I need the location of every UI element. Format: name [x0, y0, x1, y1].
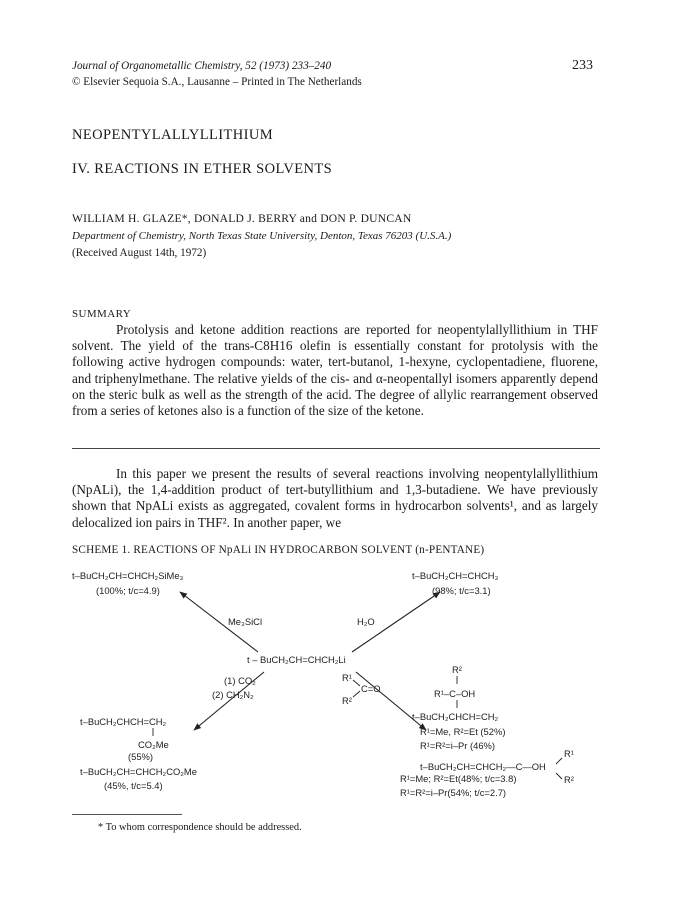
scheme-center-compound: t – BuCH₂CH=CHCH₂Li: [247, 654, 346, 665]
scheme-ketone-r1: R¹: [342, 672, 352, 683]
paper-title: NEOPENTYLALLYLLITHIUM: [72, 127, 274, 143]
scheme-left-product2: t–BuCH₂CH=CHCH₂CO₂Me: [80, 766, 197, 777]
scheme-right-yield1: R¹=Me, R²=Et (52%): [420, 726, 506, 737]
scheme-left-product1-substituent: CO₂Me: [138, 739, 169, 750]
scheme-ketone-r2: R²: [342, 695, 352, 706]
paper-subtitle: IV. REACTIONS IN ETHER SOLVENTS: [72, 161, 333, 177]
bond-r1-a: [353, 680, 360, 686]
scheme-left-product1-yield: (55%): [128, 751, 154, 762]
scheme-right-product2-r2: R²: [564, 774, 574, 785]
footnote-rule: [72, 814, 182, 815]
scheme-right-yield3: R¹=Me; R²=Et(48%; t/c=3.8): [400, 773, 517, 784]
copyright-line: © Elsevier Sequoia S.A., Lausanne – Printed in The Netherlands: [72, 76, 362, 88]
footnote: * To whom correspondence should be addressed.: [98, 822, 302, 833]
bond-r2-b: [556, 773, 562, 779]
scheme-reagent-co2: (1) CO₂: [224, 675, 256, 686]
page-number: 233: [572, 58, 593, 73]
bond-r1-b: [556, 758, 562, 764]
scheme-ketone-carbonyl: C=O: [361, 683, 381, 694]
scheme-caption: SCHEME 1. REACTIONS OF NpALi IN HYDROCARBON SOLVENT (n-PENTANE): [72, 544, 485, 556]
scheme-right-product2: t–BuCH₂CH=CHCH₂—C—OH: [420, 761, 546, 772]
journal-citation: Journal of Organometallic Chemistry, 52 (1973) 233–240: [72, 60, 332, 72]
scheme-top-right-product: t–BuCH₂CH=CHCH₃: [412, 570, 499, 581]
scheme-right-product2-r1: R¹: [564, 748, 574, 759]
scheme-right-product-chain: t–BuCH₂CHCH=CH₂: [412, 711, 499, 722]
scheme-top-right-yield: (98%; t/c=3.1): [432, 585, 491, 596]
scheme-reagent-me3sicl: Me₃SiCl: [228, 616, 263, 627]
scheme-reagent-h2o: H₂O: [357, 616, 375, 627]
bond-r2-a: [353, 691, 360, 697]
scheme-left-product2-yield: (45%, t/c=5.4): [104, 780, 163, 791]
received-date: (Received August 14th, 1972): [72, 247, 207, 259]
scheme-top-left-product: t–BuCH₂CH=CHCH₂SiMe₃: [72, 570, 184, 581]
scheme-right-yield2: R¹=R²=i–Pr (46%): [420, 740, 496, 751]
scheme-top-left-yield: (100%; t/c=4.9): [96, 585, 160, 596]
intro-text: In this paper we present the results of several reactions involving neopentylallyllithium (NpALi), the 1,4-addition product of tert-butyllithium and 1,3-butadiene. We have previously shown that NpALi exists as aggregated, covalent forms in hydrocarbon solvents¹, and as largely delocalized ion pairs in THF². In another paper, we: [72, 466, 598, 530]
scheme-right-product-alcohol: R¹–C–OH: [434, 688, 476, 699]
affiliation: Department of Chemistry, North Texas State University, Denton, Texas 76203 (U.S.A.): [72, 230, 452, 242]
summary-heading: SUMMARY: [72, 308, 132, 320]
scheme-right-yield4: R¹=R²=i–Pr(54%; t/c=2.7): [400, 787, 507, 798]
summary-text: Protolysis and ketone addition reactions are reported for neopentylallyllithium in THF solvent. The yield of the trans-C8H16 olefin is essentially constant for protolysis with the following active hydrogen compounds: water, tert-butanol, 1-hexyne, cyclopentadiene, fluorene, and triphenylmethane. The relative yields of the cis- and α-neopentallyl isomers apparently depend on the steric bulk as well as the strength of the acid. The degree of allylic rearrangement observed from a series of ketones also is a function of the size of the ketone.: [72, 322, 598, 419]
scheme-reagent-ch2n2: (2) CH₂N₂: [212, 689, 254, 700]
author-list: WILLIAM H. GLAZE*, DONALD J. BERRY and DON P. DUNCAN: [72, 212, 412, 225]
scheme-left-product1: t–BuCH₂CHCH=CH₂: [80, 716, 167, 727]
scheme-right-product-r2: R²: [452, 664, 462, 675]
